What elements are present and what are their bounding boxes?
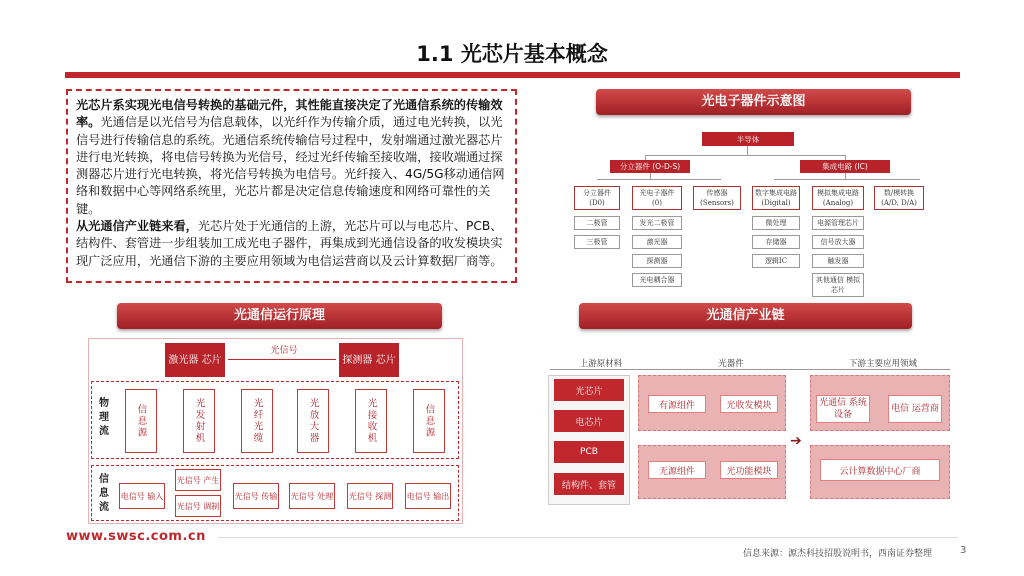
page-title: 1.1 光芯片基本概念 — [416, 42, 608, 66]
signal-modulation: 光信号 调制 — [175, 495, 221, 517]
active-components: 有源组件 — [648, 395, 706, 413]
intro-lead-1: 光芯片系实现光电信号转换的基础元件，其性能直接决定了光通信系统的传输效率。 — [76, 98, 503, 130]
signal-processing: 光信号 处理 — [289, 483, 335, 509]
stage-info-sink: 信息源 — [413, 389, 445, 453]
node-led: 发光二极管 — [632, 216, 682, 230]
signal-electrical-input: 电信号 输入 — [119, 483, 165, 509]
system-equipment: 光通信 系统设备 — [816, 395, 870, 423]
node-analog-ic: 模拟集成电路 (Analog) — [812, 186, 864, 210]
telecom-operator: 电信 运营商 — [888, 395, 942, 423]
passive-components: 无源组件 — [648, 461, 706, 479]
node-sensors: 传感器 (Sensors) — [693, 186, 741, 210]
title-divider — [65, 72, 960, 78]
signal-transmission: 光信号 传输 — [233, 483, 279, 509]
source-note: 信息来源：源杰科技招股说明书，西南证券整理 — [743, 549, 933, 559]
footer-url[interactable]: www.swsc.com.cn — [66, 529, 206, 544]
node-digital-ic: 数字集成电路 (Digital) — [752, 186, 800, 210]
signal-detection: 光信号 探测 — [347, 483, 393, 509]
section-chain-header: 光通信产业链 — [579, 303, 912, 329]
node-discrete-devices: 分立器件 (D0) — [574, 186, 620, 210]
node-semiconductor: 半导体 — [702, 132, 794, 146]
info-flow-label: 信息流 — [99, 474, 109, 513]
node-laser: 激光器 — [632, 235, 682, 249]
node-trigger: 触发器 — [812, 254, 864, 268]
stage-amplifier: 光放大器 — [297, 389, 329, 453]
stage-receiver: 光接收机 — [355, 389, 387, 453]
intro-paragraph-2 — [76, 218, 507, 270]
node-triode: 三极管 — [574, 235, 620, 249]
cloud-datacenter: 云计算数据中心厂商 — [820, 459, 940, 481]
node-detector: 探测器 — [632, 254, 682, 268]
transceiver-module: 光收发模块 — [720, 395, 778, 413]
functional-module: 光功能模块 — [720, 461, 778, 479]
intro-lead-2: 从光通信产业链来看， — [76, 219, 198, 234]
material-optical-chip: 光芯片 — [554, 379, 624, 401]
intro-body-2: 光芯片处于光通信的上游，光芯片可以与电芯片、PCB、结构件、套管进一步组装加工成光电子器件，再集成到光通信设备的收发模块实现广泛应用，光通信下游的主要应用领域为电信运营商以及云计算数据厂商等。 — [76, 219, 503, 268]
upstream-label: 上游原材料 — [579, 359, 623, 369]
laser-chip: 激光器 芯片 — [165, 343, 225, 377]
node-power-chip: 电源管理芯片 — [812, 216, 864, 230]
node-optocoupler: 光电耦合器 — [632, 273, 682, 287]
section-optoelectronic-header: 光电子器件示意图 — [596, 89, 911, 115]
node-microprocessor: 微处理 — [752, 216, 800, 230]
downstream-label: 下游主要应用领域 — [848, 359, 917, 369]
node-diode: 二极管 — [574, 216, 620, 230]
chain-diagram — [548, 355, 958, 525]
material-structural: 结构件、套管 — [554, 473, 624, 495]
signal-generation: 光信号 产生 — [175, 469, 221, 491]
material-electrical-chip: 电芯片 — [554, 410, 624, 432]
section-principle-header: 光通信运行原理 — [117, 303, 442, 329]
node-optoelectronic-devices: 光电子器件 (0) — [632, 186, 682, 210]
stage-info-source: 信息源 — [125, 389, 157, 453]
midstream-label: 光器件 — [718, 359, 744, 369]
signal-electrical-output: 电信号 输出 — [405, 483, 451, 509]
node-memory: 存储器 — [752, 235, 800, 249]
detector-chip: 探测器 芯片 — [339, 343, 399, 377]
intro-textbox — [66, 89, 517, 283]
stage-transmitter: 光发射机 — [183, 389, 215, 453]
intro-paragraph-1 — [76, 97, 507, 218]
node-ic: 集成电路 (IC) — [800, 160, 890, 173]
physical-flow-label: 物理流 — [99, 398, 109, 437]
stage-fiber: 光纤光缆 — [241, 389, 273, 453]
node-ad-da: 数/模转换 (A/D, D/A) — [874, 186, 924, 210]
material-pcb: PCB — [554, 441, 624, 463]
footer-divider — [218, 537, 958, 538]
node-amplifier: 信号放大器 — [812, 235, 864, 249]
optoelectronic-diagram — [560, 124, 950, 304]
optical-signal-label: 光信号 — [270, 346, 298, 356]
optical-signal-arrow — [228, 359, 336, 360]
chain-arrow-icon: ➔ — [790, 433, 802, 449]
node-discrete: 分立器件 (O-D-S) — [610, 160, 690, 173]
node-logic-ic: 逻辑IC — [752, 254, 800, 268]
intro-body-1: 光通信是以光信号为信息载体，以光纤作为传输介质，通过电光转换，以光信号进行传输信息的系统。光通信系统传输信号过程中，发射端通过激光器芯片进行电光转换，将电信号转换为光信号，经过光纤传输至接收端，接收端通过探测器芯片进行光电转换，将光信号转换为电信号。光纤接入、4G/5G移动通信网络和数据中心等网络系统里，光芯片都是决定信息传输速度和网络可靠性的关键。 — [76, 115, 505, 216]
principle-diagram — [88, 338, 463, 524]
page-number: 3 — [960, 545, 967, 556]
node-other-analog: 其他通信 模拟芯片 — [812, 273, 864, 297]
